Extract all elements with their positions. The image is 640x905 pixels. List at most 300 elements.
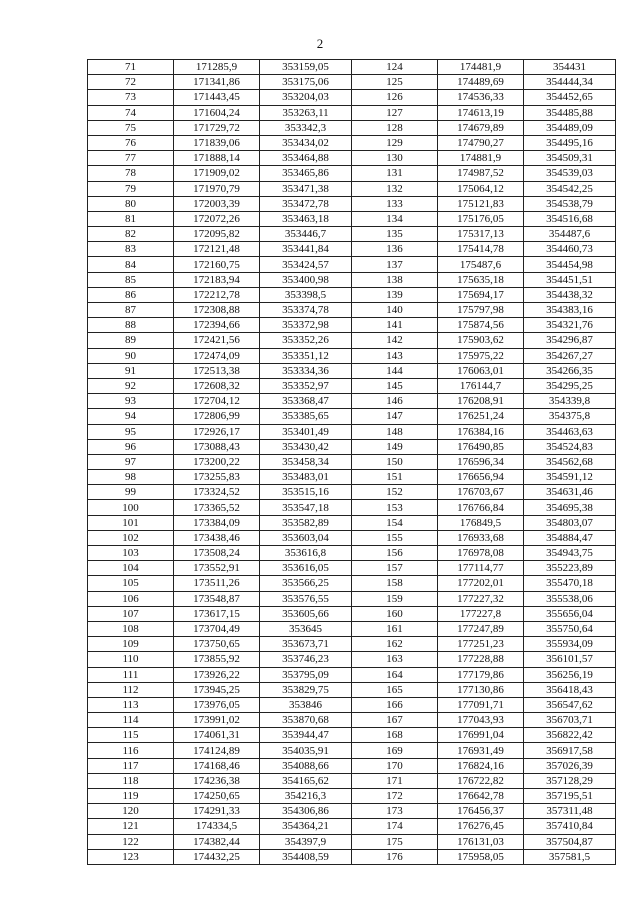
y-coordinate-right-cell: 354489,09 <box>524 120 616 135</box>
point-number-right-cell: 153 <box>352 500 438 515</box>
y-coordinate-left-cell: 353458,34 <box>260 454 352 469</box>
x-coordinate-left-cell: 173991,02 <box>174 713 260 728</box>
y-coordinate-left-cell: 353159,05 <box>260 60 352 75</box>
y-coordinate-right-cell: 356822,42 <box>524 728 616 743</box>
point-number-left-cell: 77 <box>88 151 174 166</box>
table-row <box>88 120 616 135</box>
point-number-left-cell: 111 <box>88 667 174 682</box>
point-number-left-cell: 109 <box>88 637 174 652</box>
point-number-left-cell: 82 <box>88 227 174 242</box>
table-row <box>88 470 616 485</box>
y-coordinate-right-cell: 357504,87 <box>524 834 616 849</box>
x-coordinate-right-cell: 176722,82 <box>438 773 524 788</box>
x-coordinate-left-cell: 172394,66 <box>174 318 260 333</box>
x-coordinate-right-cell: 176656,94 <box>438 470 524 485</box>
point-number-right-cell: 138 <box>352 272 438 287</box>
point-number-right-cell: 161 <box>352 621 438 636</box>
x-coordinate-left-cell: 173508,24 <box>174 546 260 561</box>
table-row <box>88 227 616 242</box>
y-coordinate-right-cell: 354266,35 <box>524 363 616 378</box>
x-coordinate-left-cell: 172121,48 <box>174 242 260 257</box>
y-coordinate-left-cell: 353401,49 <box>260 424 352 439</box>
table-row <box>88 713 616 728</box>
point-number-left-cell: 84 <box>88 257 174 272</box>
y-coordinate-right-cell: 354538,79 <box>524 196 616 211</box>
point-number-right-cell: 167 <box>352 713 438 728</box>
y-coordinate-left-cell: 353463,18 <box>260 211 352 226</box>
point-number-left-cell: 106 <box>88 591 174 606</box>
point-number-left-cell: 92 <box>88 378 174 393</box>
point-number-right-cell: 147 <box>352 409 438 424</box>
table-row <box>88 318 616 333</box>
point-number-left-cell: 96 <box>88 439 174 454</box>
y-coordinate-right-cell: 357410,84 <box>524 819 616 834</box>
x-coordinate-right-cell: 177202,01 <box>438 576 524 591</box>
point-number-left-cell: 90 <box>88 348 174 363</box>
table-row <box>88 75 616 90</box>
point-number-right-cell: 124 <box>352 60 438 75</box>
table-row <box>88 500 616 515</box>
point-number-right-cell: 145 <box>352 378 438 393</box>
y-coordinate-left-cell: 353645 <box>260 621 352 636</box>
point-number-right-cell: 131 <box>352 166 438 181</box>
point-number-left-cell: 110 <box>88 652 174 667</box>
x-coordinate-left-cell: 173324,52 <box>174 485 260 500</box>
x-coordinate-left-cell: 174236,38 <box>174 773 260 788</box>
table-row <box>88 652 616 667</box>
x-coordinate-right-cell: 174536,33 <box>438 90 524 105</box>
y-coordinate-right-cell: 354438,32 <box>524 287 616 302</box>
x-coordinate-right-cell: 175487,6 <box>438 257 524 272</box>
table-row <box>88 819 616 834</box>
x-coordinate-left-cell: 173704,49 <box>174 621 260 636</box>
point-number-left-cell: 121 <box>88 819 174 834</box>
x-coordinate-right-cell: 174679,89 <box>438 120 524 135</box>
y-coordinate-right-cell: 354591,12 <box>524 470 616 485</box>
y-coordinate-right-cell: 356547,62 <box>524 697 616 712</box>
y-coordinate-left-cell: 353603,04 <box>260 530 352 545</box>
point-number-right-cell: 150 <box>352 454 438 469</box>
point-number-right-cell: 133 <box>352 196 438 211</box>
table-row <box>88 667 616 682</box>
x-coordinate-right-cell: 174489,69 <box>438 75 524 90</box>
y-coordinate-left-cell: 353372,98 <box>260 318 352 333</box>
x-coordinate-right-cell: 175121,83 <box>438 196 524 211</box>
y-coordinate-right-cell: 354487,6 <box>524 227 616 242</box>
point-number-right-cell: 137 <box>352 257 438 272</box>
table-row <box>88 682 616 697</box>
x-coordinate-left-cell: 172926,17 <box>174 424 260 439</box>
table-row <box>88 758 616 773</box>
point-number-left-cell: 75 <box>88 120 174 135</box>
point-number-right-cell: 164 <box>352 667 438 682</box>
x-coordinate-right-cell: 176384,16 <box>438 424 524 439</box>
point-number-left-cell: 88 <box>88 318 174 333</box>
point-number-right-cell: 174 <box>352 819 438 834</box>
x-coordinate-right-cell: 175958,05 <box>438 849 524 864</box>
point-number-right-cell: 146 <box>352 394 438 409</box>
point-number-left-cell: 108 <box>88 621 174 636</box>
table-row <box>88 409 616 424</box>
table-row <box>88 697 616 712</box>
point-number-left-cell: 76 <box>88 135 174 150</box>
y-coordinate-right-cell: 354454,98 <box>524 257 616 272</box>
y-coordinate-right-cell: 355470,18 <box>524 576 616 591</box>
y-coordinate-left-cell: 353385,65 <box>260 409 352 424</box>
x-coordinate-left-cell: 172160,75 <box>174 257 260 272</box>
x-coordinate-left-cell: 174168,46 <box>174 758 260 773</box>
point-number-right-cell: 163 <box>352 652 438 667</box>
x-coordinate-left-cell: 174291,33 <box>174 804 260 819</box>
x-coordinate-right-cell: 175903,62 <box>438 333 524 348</box>
table-row <box>88 728 616 743</box>
table-row <box>88 151 616 166</box>
x-coordinate-left-cell: 174124,89 <box>174 743 260 758</box>
point-number-right-cell: 136 <box>352 242 438 257</box>
point-number-right-cell: 165 <box>352 682 438 697</box>
y-coordinate-right-cell: 357195,51 <box>524 789 616 804</box>
point-number-left-cell: 104 <box>88 561 174 576</box>
point-number-right-cell: 139 <box>352 287 438 302</box>
y-coordinate-left-cell: 354306,86 <box>260 804 352 819</box>
x-coordinate-right-cell: 176144,7 <box>438 378 524 393</box>
y-coordinate-right-cell: 354375,8 <box>524 409 616 424</box>
y-coordinate-left-cell: 353334,36 <box>260 363 352 378</box>
y-coordinate-right-cell: 354339,8 <box>524 394 616 409</box>
y-coordinate-left-cell: 353870,68 <box>260 713 352 728</box>
point-number-right-cell: 154 <box>352 515 438 530</box>
x-coordinate-left-cell: 172003,39 <box>174 196 260 211</box>
table-row <box>88 439 616 454</box>
y-coordinate-right-cell: 357311,48 <box>524 804 616 819</box>
point-number-right-cell: 171 <box>352 773 438 788</box>
y-coordinate-left-cell: 353400,98 <box>260 272 352 287</box>
point-number-left-cell: 86 <box>88 287 174 302</box>
y-coordinate-left-cell: 353204,03 <box>260 90 352 105</box>
y-coordinate-left-cell: 353175,06 <box>260 75 352 90</box>
y-coordinate-right-cell: 354803,07 <box>524 515 616 530</box>
point-number-left-cell: 79 <box>88 181 174 196</box>
y-coordinate-left-cell: 353673,71 <box>260 637 352 652</box>
y-coordinate-right-cell: 354516,68 <box>524 211 616 226</box>
x-coordinate-left-cell: 173365,52 <box>174 500 260 515</box>
x-coordinate-left-cell: 173200,22 <box>174 454 260 469</box>
x-coordinate-right-cell: 176276,45 <box>438 819 524 834</box>
y-coordinate-left-cell: 354364,21 <box>260 819 352 834</box>
y-coordinate-right-cell: 357026,39 <box>524 758 616 773</box>
point-number-right-cell: 125 <box>352 75 438 90</box>
x-coordinate-right-cell: 177091,71 <box>438 697 524 712</box>
point-number-right-cell: 156 <box>352 546 438 561</box>
y-coordinate-left-cell: 353746,23 <box>260 652 352 667</box>
point-number-right-cell: 134 <box>352 211 438 226</box>
x-coordinate-right-cell: 175694,17 <box>438 287 524 302</box>
y-coordinate-left-cell: 353434,02 <box>260 135 352 150</box>
table-row <box>88 576 616 591</box>
table-row <box>88 789 616 804</box>
y-coordinate-right-cell: 354296,87 <box>524 333 616 348</box>
x-coordinate-left-cell: 174061,31 <box>174 728 260 743</box>
x-coordinate-left-cell: 174334,5 <box>174 819 260 834</box>
point-number-left-cell: 98 <box>88 470 174 485</box>
table-row <box>88 333 616 348</box>
x-coordinate-left-cell: 172513,38 <box>174 363 260 378</box>
x-coordinate-left-cell: 173552,91 <box>174 561 260 576</box>
table-row <box>88 424 616 439</box>
y-coordinate-right-cell: 354485,88 <box>524 105 616 120</box>
table-row <box>88 287 616 302</box>
x-coordinate-left-cell: 171888,14 <box>174 151 260 166</box>
y-coordinate-right-cell: 356418,43 <box>524 682 616 697</box>
table-row <box>88 272 616 287</box>
point-number-left-cell: 116 <box>88 743 174 758</box>
point-number-left-cell: 73 <box>88 90 174 105</box>
y-coordinate-right-cell: 355223,89 <box>524 561 616 576</box>
y-coordinate-left-cell: 353351,12 <box>260 348 352 363</box>
y-coordinate-right-cell: 355934,09 <box>524 637 616 652</box>
y-coordinate-right-cell: 357128,29 <box>524 773 616 788</box>
point-number-right-cell: 142 <box>352 333 438 348</box>
y-coordinate-right-cell: 354509,31 <box>524 151 616 166</box>
y-coordinate-right-cell: 354452,65 <box>524 90 616 105</box>
point-number-left-cell: 102 <box>88 530 174 545</box>
point-number-left-cell: 91 <box>88 363 174 378</box>
y-coordinate-right-cell: 354631,46 <box>524 485 616 500</box>
x-coordinate-left-cell: 171839,06 <box>174 135 260 150</box>
point-number-left-cell: 87 <box>88 303 174 318</box>
y-coordinate-right-cell: 354562,68 <box>524 454 616 469</box>
table-row <box>88 135 616 150</box>
x-coordinate-left-cell: 171285,9 <box>174 60 260 75</box>
y-coordinate-left-cell: 353352,97 <box>260 378 352 393</box>
point-number-right-cell: 135 <box>352 227 438 242</box>
x-coordinate-right-cell: 175975,22 <box>438 348 524 363</box>
y-coordinate-right-cell: 354695,38 <box>524 500 616 515</box>
x-coordinate-left-cell: 172608,32 <box>174 378 260 393</box>
x-coordinate-right-cell: 174790,27 <box>438 135 524 150</box>
x-coordinate-left-cell: 173855,92 <box>174 652 260 667</box>
point-number-right-cell: 126 <box>352 90 438 105</box>
x-coordinate-right-cell: 176703,67 <box>438 485 524 500</box>
point-number-right-cell: 160 <box>352 606 438 621</box>
x-coordinate-left-cell: 173617,15 <box>174 606 260 621</box>
point-number-left-cell: 95 <box>88 424 174 439</box>
x-coordinate-left-cell: 173438,46 <box>174 530 260 545</box>
point-number-left-cell: 115 <box>88 728 174 743</box>
point-number-right-cell: 162 <box>352 637 438 652</box>
table-row <box>88 394 616 409</box>
table-row <box>88 378 616 393</box>
y-coordinate-left-cell: 353582,89 <box>260 515 352 530</box>
x-coordinate-right-cell: 177251,23 <box>438 637 524 652</box>
x-coordinate-right-cell: 177043,93 <box>438 713 524 728</box>
y-coordinate-left-cell: 354397,9 <box>260 834 352 849</box>
y-coordinate-right-cell: 357581,5 <box>524 849 616 864</box>
point-number-left-cell: 101 <box>88 515 174 530</box>
point-number-right-cell: 159 <box>352 591 438 606</box>
table-row <box>88 211 616 226</box>
x-coordinate-left-cell: 174250,65 <box>174 789 260 804</box>
x-coordinate-right-cell: 175414,78 <box>438 242 524 257</box>
y-coordinate-left-cell: 353483,01 <box>260 470 352 485</box>
x-coordinate-left-cell: 171443,45 <box>174 90 260 105</box>
point-number-left-cell: 114 <box>88 713 174 728</box>
table-row <box>88 743 616 758</box>
y-coordinate-right-cell: 355538,06 <box>524 591 616 606</box>
point-number-right-cell: 155 <box>352 530 438 545</box>
y-coordinate-right-cell: 356256,19 <box>524 667 616 682</box>
table-row <box>88 515 616 530</box>
point-number-left-cell: 112 <box>88 682 174 697</box>
x-coordinate-left-cell: 173750,65 <box>174 637 260 652</box>
table-row <box>88 773 616 788</box>
table-row <box>88 621 616 636</box>
table-row <box>88 348 616 363</box>
y-coordinate-left-cell: 354408,59 <box>260 849 352 864</box>
point-number-left-cell: 117 <box>88 758 174 773</box>
y-coordinate-right-cell: 354943,75 <box>524 546 616 561</box>
point-number-right-cell: 128 <box>352 120 438 135</box>
x-coordinate-left-cell: 173255,83 <box>174 470 260 485</box>
y-coordinate-right-cell: 354495,16 <box>524 135 616 150</box>
point-number-left-cell: 74 <box>88 105 174 120</box>
x-coordinate-right-cell: 176766,84 <box>438 500 524 515</box>
x-coordinate-right-cell: 176931,49 <box>438 743 524 758</box>
x-coordinate-left-cell: 172095,82 <box>174 227 260 242</box>
point-number-right-cell: 172 <box>352 789 438 804</box>
table-row <box>88 591 616 606</box>
point-number-left-cell: 89 <box>88 333 174 348</box>
y-coordinate-left-cell: 353374,78 <box>260 303 352 318</box>
point-number-right-cell: 149 <box>352 439 438 454</box>
point-number-left-cell: 118 <box>88 773 174 788</box>
table-row <box>88 166 616 181</box>
x-coordinate-right-cell: 176456,37 <box>438 804 524 819</box>
point-number-left-cell: 72 <box>88 75 174 90</box>
y-coordinate-left-cell: 353566,25 <box>260 576 352 591</box>
point-number-right-cell: 141 <box>352 318 438 333</box>
x-coordinate-left-cell: 172421,56 <box>174 333 260 348</box>
y-coordinate-left-cell: 354165,62 <box>260 773 352 788</box>
x-coordinate-right-cell: 175064,12 <box>438 181 524 196</box>
coordinates-table <box>87 59 616 865</box>
x-coordinate-left-cell: 171970,79 <box>174 181 260 196</box>
point-number-right-cell: 170 <box>352 758 438 773</box>
x-coordinate-left-cell: 172474,09 <box>174 348 260 363</box>
x-coordinate-left-cell: 173926,22 <box>174 667 260 682</box>
y-coordinate-left-cell: 353846 <box>260 697 352 712</box>
x-coordinate-right-cell: 176063,01 <box>438 363 524 378</box>
x-coordinate-left-cell: 173976,05 <box>174 697 260 712</box>
y-coordinate-right-cell: 354542,25 <box>524 181 616 196</box>
table-row <box>88 242 616 257</box>
y-coordinate-left-cell: 353352,26 <box>260 333 352 348</box>
x-coordinate-right-cell: 176208,91 <box>438 394 524 409</box>
point-number-right-cell: 144 <box>352 363 438 378</box>
y-coordinate-right-cell: 356703,71 <box>524 713 616 728</box>
y-coordinate-left-cell: 353616,8 <box>260 546 352 561</box>
x-coordinate-right-cell: 177227,32 <box>438 591 524 606</box>
table-row <box>88 303 616 318</box>
point-number-left-cell: 94 <box>88 409 174 424</box>
point-number-left-cell: 119 <box>88 789 174 804</box>
point-number-left-cell: 85 <box>88 272 174 287</box>
y-coordinate-right-cell: 355656,04 <box>524 606 616 621</box>
x-coordinate-right-cell: 174881,9 <box>438 151 524 166</box>
y-coordinate-left-cell: 353944,47 <box>260 728 352 743</box>
point-number-right-cell: 173 <box>352 804 438 819</box>
point-number-right-cell: 158 <box>352 576 438 591</box>
y-coordinate-left-cell: 354035,91 <box>260 743 352 758</box>
x-coordinate-right-cell: 177114,77 <box>438 561 524 576</box>
point-number-left-cell: 105 <box>88 576 174 591</box>
x-coordinate-right-cell: 176933,68 <box>438 530 524 545</box>
table-row <box>88 804 616 819</box>
table-row <box>88 606 616 621</box>
y-coordinate-left-cell: 354216,3 <box>260 789 352 804</box>
point-number-left-cell: 103 <box>88 546 174 561</box>
point-number-left-cell: 99 <box>88 485 174 500</box>
y-coordinate-right-cell: 354884,47 <box>524 530 616 545</box>
x-coordinate-right-cell: 177247,89 <box>438 621 524 636</box>
point-number-right-cell: 169 <box>352 743 438 758</box>
x-coordinate-left-cell: 171604,24 <box>174 105 260 120</box>
x-coordinate-right-cell: 177130,86 <box>438 682 524 697</box>
x-coordinate-left-cell: 173511,26 <box>174 576 260 591</box>
y-coordinate-right-cell: 354463,63 <box>524 424 616 439</box>
x-coordinate-right-cell: 175874,56 <box>438 318 524 333</box>
x-coordinate-right-cell: 177179,86 <box>438 667 524 682</box>
x-coordinate-right-cell: 174481,9 <box>438 60 524 75</box>
point-number-left-cell: 71 <box>88 60 174 75</box>
page-number: 2 <box>316 36 324 51</box>
x-coordinate-right-cell: 177227,8 <box>438 606 524 621</box>
x-coordinate-left-cell: 173945,25 <box>174 682 260 697</box>
y-coordinate-left-cell: 353465,86 <box>260 166 352 181</box>
table-row <box>88 90 616 105</box>
x-coordinate-right-cell: 176849,5 <box>438 515 524 530</box>
point-number-left-cell: 81 <box>88 211 174 226</box>
table-row <box>88 105 616 120</box>
y-coordinate-left-cell: 353441,84 <box>260 242 352 257</box>
point-number-left-cell: 83 <box>88 242 174 257</box>
point-number-right-cell: 168 <box>352 728 438 743</box>
table-row <box>88 485 616 500</box>
y-coordinate-right-cell: 354444,34 <box>524 75 616 90</box>
point-number-right-cell: 157 <box>352 561 438 576</box>
y-coordinate-left-cell: 354088,66 <box>260 758 352 773</box>
y-coordinate-right-cell: 354383,16 <box>524 303 616 318</box>
table-row <box>88 181 616 196</box>
point-number-right-cell: 140 <box>352 303 438 318</box>
y-coordinate-left-cell: 353464,88 <box>260 151 352 166</box>
x-coordinate-left-cell: 172308,88 <box>174 303 260 318</box>
y-coordinate-left-cell: 353446,7 <box>260 227 352 242</box>
x-coordinate-right-cell: 174613,19 <box>438 105 524 120</box>
table-row <box>88 257 616 272</box>
table-row <box>88 196 616 211</box>
x-coordinate-right-cell: 176490,85 <box>438 439 524 454</box>
point-number-left-cell: 113 <box>88 697 174 712</box>
y-coordinate-right-cell: 354524,83 <box>524 439 616 454</box>
y-coordinate-left-cell: 353616,05 <box>260 561 352 576</box>
point-number-left-cell: 80 <box>88 196 174 211</box>
point-number-right-cell: 127 <box>352 105 438 120</box>
table-row <box>88 834 616 849</box>
table-row <box>88 561 616 576</box>
y-coordinate-right-cell: 354539,03 <box>524 166 616 181</box>
x-coordinate-left-cell: 172212,78 <box>174 287 260 302</box>
